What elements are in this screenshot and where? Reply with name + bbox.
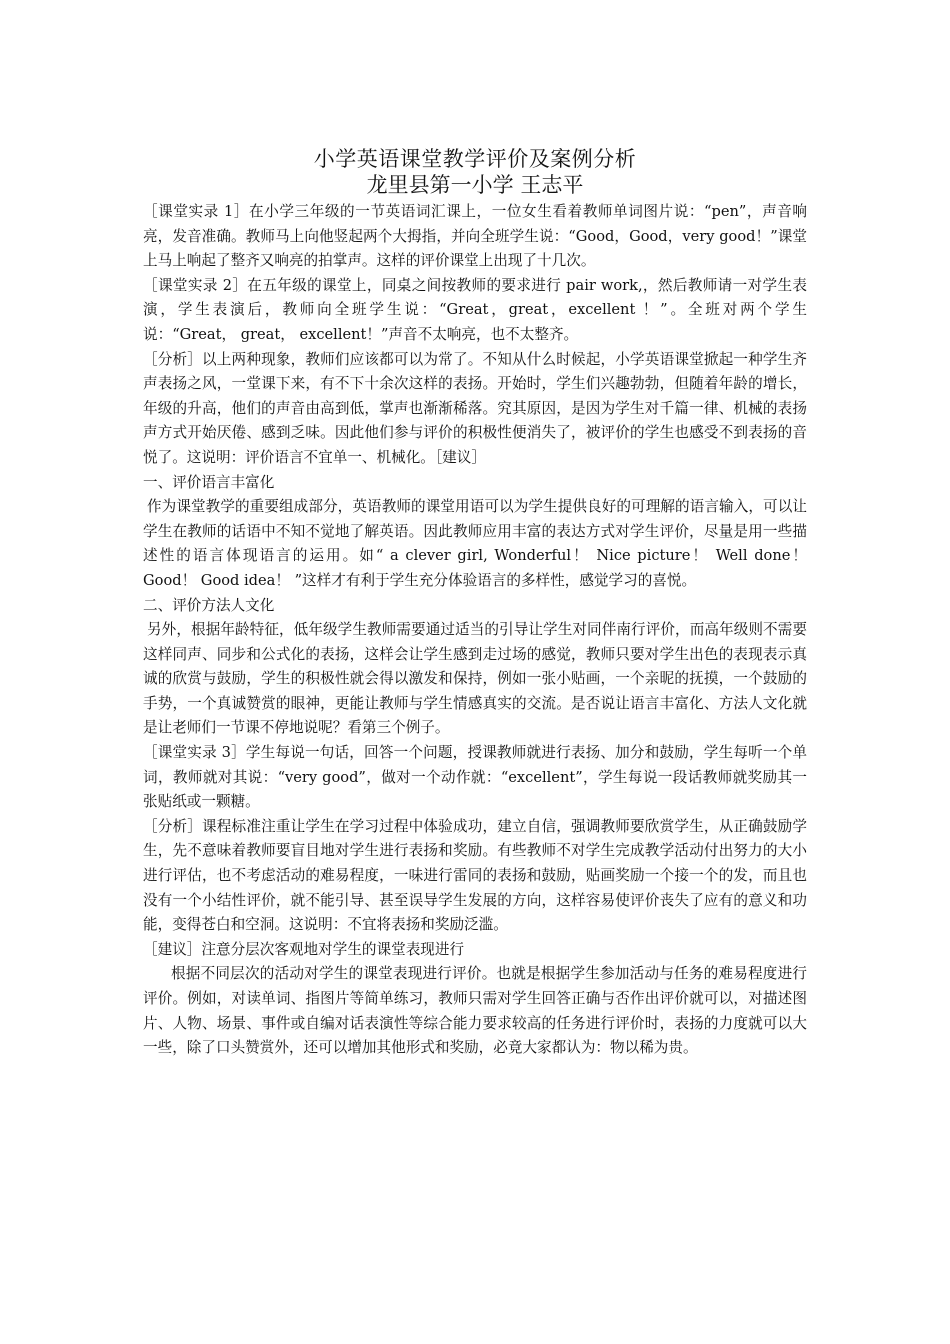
paragraph-suggestion-3: 根据不同层次的活动对学生的课堂表现进行评价。也就是根据学生参加活动与任务的难易程度进行评价。例如，对读单词、指图片等简单练习，教师只需对学生回答正确与否作出评价就可以，对描述图片、人物、场景、事件或自编对话表演性等综合能力要求较高的任务进行评价时，表扬的力度就可以大一些，除了口头赞赏外，还可以增加其他形式和奖励，必竟大家都认为：物以稀为贵。 xyxy=(143,965,807,1057)
document-title: 小学英语课堂教学评价及案例分析 xyxy=(313,147,637,171)
document-page xyxy=(143,146,807,1061)
paragraph-suggestion-2: 另外，根据年龄特征，低年级学生教师需要通过适当的引导让学生对同伴南行评价，而高年级则不需要这样同声、同步和公式化的表扬，这样会让学生感到走过场的感觉，教师只要对学生出色的表现表示真诚的欣赏与鼓励，学生的积极性就会得以激发和保持，例如一张小贴画，一个亲昵的抚摸，一个鼓励的手势，一个真诚赞赏的眼神，更能让教师与学生情感真实的交流。是否说让语言丰富化、方法人文化就是让老师们一节课不停地说呢？看第三个例子。 xyxy=(143,621,807,737)
section-heading-1: 一、评价语言丰富化 xyxy=(143,473,275,491)
document-author: 龙里县第一小学 王志平 xyxy=(366,173,584,197)
paragraph-record-1: ［课堂实录 1］在小学三年级的一节英语词汇课上，一位女生看着教师单词图片说：“pen”，声音响亮，发音准确。教师马上向他竖起两个大拇指，并向全班学生说：“Good，Good，very good！”课堂上马上响起了整齐又响亮的拍掌声。这样的评价课堂上出现了十几次。 xyxy=(143,203,807,270)
paragraph-record-2: ［课堂实录 2］在五年级的课堂上，同桌之间按教师的要求进行 pair work,，然后教师请一对学生表演，学生表演后，教师向全班学生说：“Great，great，excellent ！”。全班对两个学生说：“Great， great， excellent！”声音不太响亮，也不太整齐。 xyxy=(143,276,807,343)
paragraph-analysis-1: ［分析］以上两种现象，教师们应该都可以为常了。不知从什么时候起，小学英语课堂掀起一种学生齐声表扬之风，一堂课下来，有不下十余次这样的表扬。开始时，学生们兴趣勃勃，但随着年龄的增长，年级的升高，他们的声音由高到低，掌声也渐渐稀落。究其原因，是因为学生对千篇一律、机械的表扬声方式开始厌倦、感到乏味。因此他们参与评价的积极性便消失了，被评价的学生也感受不到表扬的音悦了。这说明：评价语言不宜单一、机械化。［建议］ xyxy=(143,350,807,466)
section-heading-2: 二、评价方法人文化 xyxy=(143,596,275,614)
paragraph-suggestion-heading: ［建议］注意分层次客观地对学生的课堂表现进行 xyxy=(143,940,465,958)
paragraph-analysis-2: ［分析］课程标准注重让学生在学习过程中体验成功，建立自信，强调教师要欣赏学生，从正确鼓励学生，先不意味着教师要盲目地对学生进行表扬和奖励。有些教师不对学生完成教学活动付出努力的大小进行评估，也不考虑活动的难易程度，一味进行雷同的表扬和鼓励，贴画奖励一个接一个的发，而且也没有一个小结性评价，就不能引导、甚至误导学生发展的方向，这样容易使评价丧失了应有的意义和功能，变得苍白和空洞。这说明：不宜将表扬和奖励泛滥。 xyxy=(143,817,807,934)
paragraph-suggestion-1: 作为课堂教学的重要组成部分，英语教师的课堂用语可以为学生提供良好的可理解的语言输入，可以让学生在教师的话语中不知不觉地了解英语。因此教师应用丰富的表达方式对学生评价，尽量是用一些描述性的语言体现语言的运用。如“ a clever girl, Wonderful！ Nice picture！ Well done！ Good！ Good idea！ ”这样才有利于学生充分体验语言的多样性，感觉学习的喜悦。 xyxy=(143,498,807,589)
paragraph-record-3: ［课堂实录 3］学生每说一句话，回答一个问题，授课教师就进行表扬、加分和鼓励，学生每听一个单词，教师就对其说：“very good”，做对一个动作就：“excellent”，学生每说一段话教师就奖励其一张贴纸或一颗糖。 xyxy=(143,744,807,811)
